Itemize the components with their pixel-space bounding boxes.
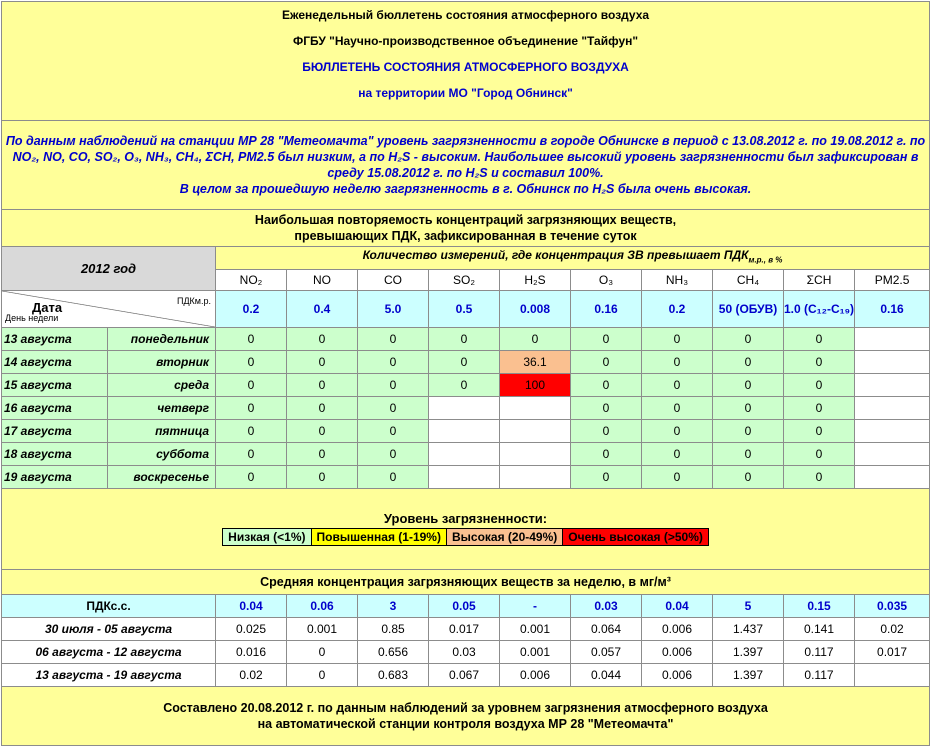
avg-value-cell: 0: [287, 641, 358, 664]
value-cell: 0: [287, 443, 358, 466]
pdk-mr-label: ПДКм.р.: [176, 296, 211, 306]
avg-value-cell: 0.001: [500, 641, 571, 664]
table-row: [2, 641, 930, 664]
level-legend-items: [222, 528, 709, 546]
value-cell: [429, 443, 500, 466]
value-cell: 0: [713, 443, 784, 466]
value-cell: 0: [287, 420, 358, 443]
weekday-cell: понедельник: [108, 328, 216, 351]
summary-p1: По данным наблюдений на станции МР 28 "Метеомачта" уровень загрязненности в городе Обнинске в период с 13.08.2012 г. по 19.08.2012 г. по NO₂, NO, CO, SO₂, O₃, NH₃, CH₄, ΣCH, PM2.5 был низким, а по H₂S - высоким. Наибольшее высокий уровень загрязненности был зафиксирован в среду 15.08.2012 г. по H₂S и составил 100%.: [5, 134, 926, 180]
value-cell: 0: [500, 328, 571, 351]
avg-value-cell: 1.397: [713, 641, 784, 664]
value-cell: 0: [571, 443, 642, 466]
value-cell: 0: [571, 420, 642, 443]
value-cell: 0: [713, 420, 784, 443]
summary-text: [2, 121, 930, 210]
avg-value-cell: 0.02: [855, 618, 930, 641]
avg-value-cell: 0.006: [500, 664, 571, 687]
pdk-ss-value: 5: [713, 595, 784, 618]
header-line1: Еженедельный бюллетень состояния атмосферного воздуха: [281, 8, 650, 22]
pdk-mr-value: 50 (ОБУВ): [713, 291, 784, 328]
value-cell: 0: [358, 397, 429, 420]
date-cell: 13 августа: [2, 328, 108, 351]
value-cell: 0: [713, 397, 784, 420]
value-cell: 0: [287, 397, 358, 420]
pdk-mr-value: 0.16: [571, 291, 642, 328]
value-cell: 0: [571, 374, 642, 397]
level-legend-item: Низкая (<1%): [223, 529, 311, 546]
pdk-ss-value: 0.15: [784, 595, 855, 618]
footer-row: [2, 687, 930, 746]
value-cell: 0: [358, 443, 429, 466]
value-cell: [500, 397, 571, 420]
value-cell: [855, 443, 930, 466]
daily-table-body: [2, 328, 930, 489]
pdk-mr-row: [2, 291, 930, 328]
value-cell: 0: [713, 374, 784, 397]
value-cell: 0: [642, 420, 713, 443]
repeat-title: [2, 210, 930, 247]
avg-value-cell: 0.656: [358, 641, 429, 664]
repeat-title-line2: превышающих ПДК, зафиксированная в течение суток: [294, 229, 637, 243]
pollutant-name: NH₃: [642, 270, 713, 291]
table-row: [2, 443, 930, 466]
value-cell: 0: [784, 351, 855, 374]
value-cell: 0: [784, 328, 855, 351]
pdk-mr-value: 0.4: [287, 291, 358, 328]
count-title-sub: м.р., в %: [748, 255, 783, 265]
table-row: [2, 397, 930, 420]
pollutant-name: SO₂: [429, 270, 500, 291]
weekday-cell: суббота: [108, 443, 216, 466]
year-row: [2, 247, 930, 270]
date-cell: 15 августа: [2, 374, 108, 397]
repeat-title-line1: Наибольшая повторяемость концентраций загрязняющих веществ,: [254, 213, 677, 227]
date-cell: 18 августа: [2, 443, 108, 466]
avg-value-cell: 0.006: [642, 664, 713, 687]
table-row: [2, 328, 930, 351]
value-cell: 0: [713, 328, 784, 351]
table-row: [2, 351, 930, 374]
date-cell: 14 августа: [2, 351, 108, 374]
value-cell: [500, 443, 571, 466]
count-title: [216, 247, 930, 270]
avg-value-cell: 0.064: [571, 618, 642, 641]
value-cell: 0: [358, 328, 429, 351]
value-cell: 0: [429, 351, 500, 374]
pollutant-name: CH₄: [713, 270, 784, 291]
value-cell: 0: [216, 351, 287, 374]
value-cell: 0: [287, 466, 358, 489]
bulletin-header: [2, 2, 930, 121]
repeat-title-row: [2, 210, 930, 247]
pdk-ss-value: 0.06: [287, 595, 358, 618]
value-cell: 0: [216, 466, 287, 489]
level-legend: [2, 489, 930, 570]
date-weekday-header: [2, 291, 216, 328]
value-cell: [855, 351, 930, 374]
value-cell: 0: [216, 443, 287, 466]
period-cell: 06 августа - 12 августа: [2, 641, 216, 664]
footer: [2, 687, 930, 746]
avg-value-cell: 0.025: [216, 618, 287, 641]
value-cell: 0: [784, 466, 855, 489]
value-cell: 0: [287, 328, 358, 351]
summary-row: [2, 121, 930, 210]
weekday-cell: среда: [108, 374, 216, 397]
value-cell: 0: [358, 420, 429, 443]
value-cell: 0: [216, 374, 287, 397]
value-cell: 0: [358, 466, 429, 489]
diagonal-header-cell: [2, 291, 215, 327]
pollutant-name: CO: [358, 270, 429, 291]
date-cell: 16 августа: [2, 397, 108, 420]
avg-value-cell: 0.001: [500, 618, 571, 641]
pdk-mr-value: 0.2: [642, 291, 713, 328]
value-cell: 0: [429, 374, 500, 397]
avg-value-cell: 0.85: [358, 618, 429, 641]
pollutant-name: PM2.5: [855, 270, 930, 291]
pdk-ss-value: 3: [358, 595, 429, 618]
header-line2: ФГБУ "Научно-производственное объединение "Тайфун": [292, 34, 639, 48]
value-cell: 0: [571, 397, 642, 420]
date-cell: 17 августа: [2, 420, 108, 443]
table-row: [2, 466, 930, 489]
avg-title: Средняя концентрация загрязняющих веществ за неделю, в мг/м³: [2, 570, 930, 595]
avg-value-cell: 0.02: [216, 664, 287, 687]
value-cell: 0: [358, 351, 429, 374]
value-cell: 0: [358, 374, 429, 397]
value-cell: 100: [500, 374, 571, 397]
avg-value-cell: 0.016: [216, 641, 287, 664]
value-cell: [429, 397, 500, 420]
level-title: Уровень загрязненности:: [383, 511, 548, 526]
header-row: [2, 2, 930, 121]
pollutant-name: O₃: [571, 270, 642, 291]
avg-value-cell: [855, 664, 930, 687]
period-cell: 13 августа - 19 августа: [2, 664, 216, 687]
summary-p2: В целом за прошедшую неделю загрязненность в г. Обнинск по H₂S была очень высокая.: [179, 182, 752, 196]
pdk-ss-value: 0.05: [429, 595, 500, 618]
avg-value-cell: 0.006: [642, 641, 713, 664]
avg-value-cell: 0.057: [571, 641, 642, 664]
avg-value-cell: 0.03: [429, 641, 500, 664]
pdk-ss-value: 0.035: [855, 595, 930, 618]
table-row: [2, 618, 930, 641]
pollutant-name: H₂S: [500, 270, 571, 291]
date-label: Дата: [32, 300, 63, 315]
value-cell: 0: [216, 397, 287, 420]
weekday-label: День недели: [5, 313, 59, 323]
level-legend-item: Высокая (20-49%): [446, 529, 562, 546]
value-cell: [855, 466, 930, 489]
pdk-ss-value: -: [500, 595, 571, 618]
period-cell: 30 июля - 05 августа: [2, 618, 216, 641]
header-line3: БЮЛЛЕТЕНЬ СОСТОЯНИЯ АТМОСФЕРНОГО ВОЗДУХА: [302, 60, 629, 74]
pdk-mr-value: 5.0: [358, 291, 429, 328]
value-cell: 36.1: [500, 351, 571, 374]
year-label: 2012 год: [2, 247, 216, 291]
pdk-ss-value: 0.04: [642, 595, 713, 618]
header-line4: на территории МО "Город Обнинск": [358, 86, 573, 100]
level-row: [2, 489, 930, 570]
pdk-ss-label: ПДКс.с.: [2, 595, 216, 618]
avg-value-cell: 1.437: [713, 618, 784, 641]
value-cell: 0: [571, 351, 642, 374]
footer-line1: Составлено 20.08.2012 г. по данным наблюдений за уровнем загрязнения атмосферного воздуха: [163, 701, 768, 715]
value-cell: 0: [784, 443, 855, 466]
value-cell: 0: [287, 374, 358, 397]
avg-value-cell: 0.117: [784, 664, 855, 687]
weekday-cell: пятница: [108, 420, 216, 443]
avg-value-cell: 0.001: [287, 618, 358, 641]
avg-value-cell: 0.141: [784, 618, 855, 641]
value-cell: 0: [784, 420, 855, 443]
avg-value-cell: 0.017: [429, 618, 500, 641]
value-cell: 0: [571, 328, 642, 351]
table-row: [2, 664, 930, 687]
value-cell: 0: [287, 351, 358, 374]
avg-value-cell: 0.006: [642, 618, 713, 641]
avg-value-cell: 0.017: [855, 641, 930, 664]
value-cell: 0: [784, 397, 855, 420]
value-cell: [500, 420, 571, 443]
weekly-table-body: [2, 618, 930, 687]
avg-value-cell: 0: [287, 664, 358, 687]
value-cell: 0: [429, 328, 500, 351]
footer-line2: на автоматической станции контроля воздуха МР 28 "Метеомачта": [257, 717, 674, 731]
pdk-mr-value: 0.16: [855, 291, 930, 328]
avg-value-cell: 0.683: [358, 664, 429, 687]
value-cell: 0: [216, 328, 287, 351]
avg-title-row: [2, 570, 930, 595]
value-cell: [429, 420, 500, 443]
pdk-ss-row: [2, 595, 930, 618]
value-cell: 0: [642, 466, 713, 489]
count-title-main: Количество измерений, где концентрация ЗВ превышает ПДК: [362, 248, 749, 263]
avg-value-cell: 0.117: [784, 641, 855, 664]
value-cell: [500, 466, 571, 489]
table-row: [2, 374, 930, 397]
pdk-mr-value: 0.2: [216, 291, 287, 328]
value-cell: 0: [642, 397, 713, 420]
pdk-mr-value: 0.008: [500, 291, 571, 328]
value-cell: 0: [216, 420, 287, 443]
value-cell: [855, 420, 930, 443]
value-cell: 0: [642, 443, 713, 466]
avg-value-cell: 0.044: [571, 664, 642, 687]
value-cell: [855, 397, 930, 420]
pdk-ss-value: 0.04: [216, 595, 287, 618]
avg-value-cell: 1.397: [713, 664, 784, 687]
value-cell: 0: [571, 466, 642, 489]
date-cell: 19 августа: [2, 466, 108, 489]
value-cell: 0: [713, 466, 784, 489]
value-cell: 0: [642, 374, 713, 397]
value-cell: [429, 466, 500, 489]
level-legend-item: Повышенная (1-19%): [311, 529, 446, 546]
pdk-mr-value: 1.0 (C₁₂-C₁₉): [784, 291, 855, 328]
pollutant-name: NO₂: [216, 270, 287, 291]
pollutant-name: NO: [287, 270, 358, 291]
value-cell: 0: [713, 351, 784, 374]
bulletin-table: [1, 1, 930, 746]
table-row: [2, 420, 930, 443]
level-legend-item: Очень высокая (>50%): [563, 529, 709, 546]
avg-value-cell: 0.067: [429, 664, 500, 687]
value-cell: 0: [642, 351, 713, 374]
value-cell: 0: [784, 374, 855, 397]
weekday-cell: воскресенье: [108, 466, 216, 489]
pdk-ss-value: 0.03: [571, 595, 642, 618]
value-cell: 0: [642, 328, 713, 351]
pollutant-name: ΣCH: [784, 270, 855, 291]
value-cell: [855, 328, 930, 351]
value-cell: [855, 374, 930, 397]
pdk-mr-value: 0.5: [429, 291, 500, 328]
weekday-cell: вторник: [108, 351, 216, 374]
weekday-cell: четверг: [108, 397, 216, 420]
